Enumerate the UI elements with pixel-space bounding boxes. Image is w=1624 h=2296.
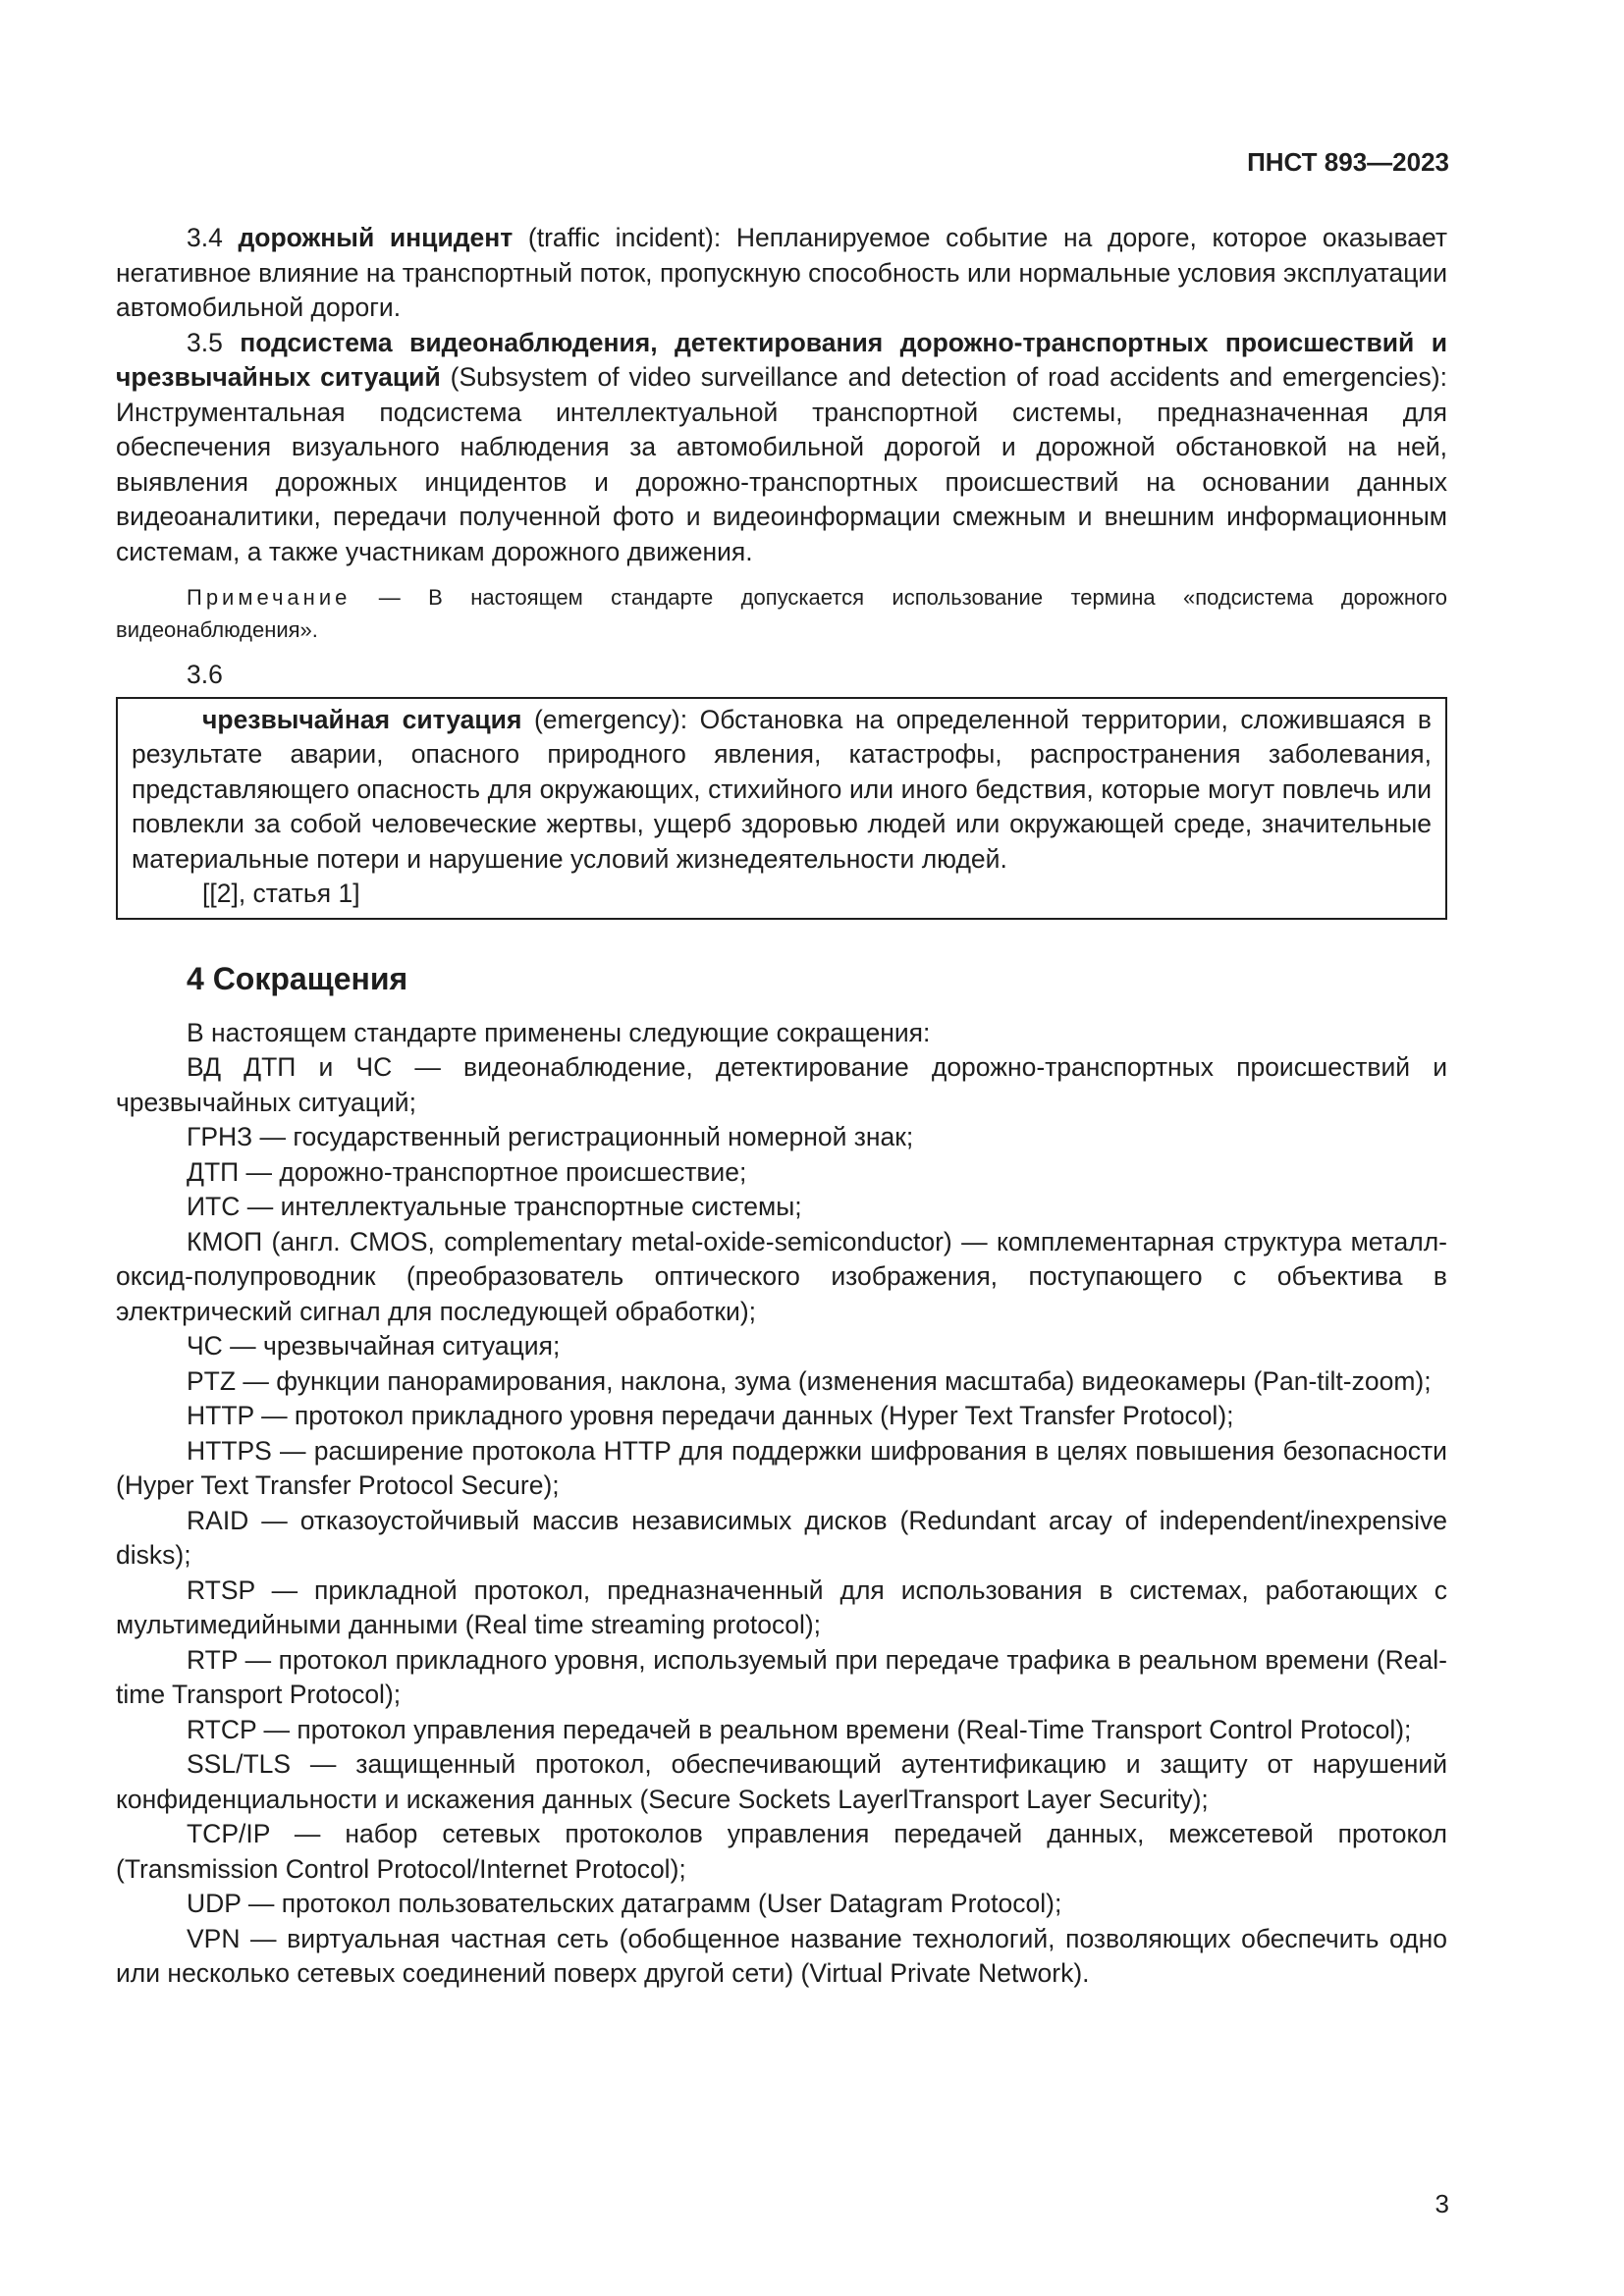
term-definition: (traffic incident): Непланируемое событие на дороге, которое оказывает негативное влияние на транспортный поток, пропускную способность или нормальные условия эксплуатации автомобильной дороги. <box>116 223 1447 322</box>
note-text: — В настоящем стандарте допускается использование термина «подсистема дорожного видеонаблюдения». <box>116 585 1447 642</box>
term-3-6-box <box>116 697 1447 920</box>
term-3-6 <box>132 703 1432 878</box>
term-number: 3.4 <box>187 223 223 252</box>
term-definition: (Subsystem of video surveillance and detection of road accidents and emergencies): Инструментальная подсистема интеллектуальной транспортной системы, предназначенная для обеспечения визуального наблюдения за автомобильной дорогой и дорожной обстановкой на ней, выявления дорожных инцидентов и дорожно-транспортных происшествий на основании данных видеоаналитики, передачи полученной фото и видеоинформации смежным и внешним информационным системам, а также участникам дорожного движения. <box>116 362 1447 566</box>
abbreviation-item: ИТС — интеллектуальные транспортные системы; <box>187 1192 802 1221</box>
section-intro: В настоящем стандарте применены следующие сокращения: <box>187 1017 931 1047</box>
term-3-4 <box>116 221 1447 326</box>
section-title: 4 Сокращения <box>187 960 408 996</box>
abbreviation-item: VPN — виртуальная частная сеть (обобщенное название технологий, позволяющих обеспечить одно или несколько сетевых соединений поверх другой сети) (Virtual Private Network). <box>116 1923 1447 1988</box>
term-3-6-number: 3.6 <box>187 660 223 689</box>
note-label: Примечание <box>187 585 352 610</box>
abbreviation-item: RAID — отказоустойчивый массив независимых дисков (Redundant arcay of independent/inexpensive disks); <box>116 1505 1447 1570</box>
document-header-id: ПНСТ 893—2023 <box>1247 147 1449 177</box>
abbreviation-item: КМОП (англ. CMOS, complementary metal-oxide-semiconductor) — комплементарная структура металл-оксид-полупроводник (преобразователь оптического изображения, поступающего с объектива в электрический сигнал для последующей обработки); <box>116 1226 1447 1326</box>
abbreviation-item: ГРНЗ — государственный регистрационный номерной знак; <box>187 1122 914 1151</box>
term-name: чрезвычайная ситуация <box>202 704 522 734</box>
abbreviation-item: ВД ДТП и ЧС — видеонаблюдение, детектирование дорожно-транспортных происшествий и чрезвычайных ситуаций; <box>116 1052 1447 1117</box>
page-number: 3 <box>1435 2189 1449 2218</box>
abbreviation-item: RTP — протокол прикладного уровня, используемый при передаче трафика в реальном времени (Real-time Transport Protocol); <box>116 1644 1447 1709</box>
abbreviation-item: RTCP — протокол управления передачей в реальном времени (Real-Time Transport Control Protocol); <box>187 1714 1412 1744</box>
term-definition: (emergency): Обстановка на определенной территории, сложившаяся в результате аварии, опасного природного явления, катастрофы, распространения заболевания, представляющего опасность для окружающих, стихийного или иного бедствия, которые могут повлечь или повлекли за собой человеческие жертвы, ущерб здоровью людей или окружающей среде, значительные материальные потери и нарушение условий жизнедеятельности людей. <box>132 704 1432 874</box>
abbreviation-item: RTSP — прикладной протокол, предназначенный для использования в системах, работающих с мультимедийными данными (Real time streaming protocol); <box>116 1575 1447 1639</box>
abbreviation-item: ДТП — дорожно-транспортное происшествие; <box>187 1156 747 1187</box>
term-source: [[2], статья 1] <box>202 879 360 908</box>
document-body <box>116 221 1447 1992</box>
abbreviation-item: PTZ — функции панорамирования, наклона, зума (изменения масштаба) видеокамеры (Pan-tilt-zoom); <box>187 1365 1432 1396</box>
term-name: подсистема видеонаблюдения, детектирования дорожно-транспортных происшествий и чрезвычайных ситуаций <box>116 327 1447 392</box>
abbreviation-item: UDP — протокол пользовательских датаграмм (User Datagram Protocol); <box>187 1889 1062 1918</box>
abbreviation-item: ЧС — чрезвычайная ситуация; <box>187 1331 561 1361</box>
abbreviation-item: HTTPS — расширение протокола HTTP для поддержки шифрования в целях повышения безопасности (Hyper Text Transfer Protocol Secure); <box>116 1435 1447 1500</box>
term-number: 3.5 <box>187 327 223 357</box>
term-3-5 <box>116 326 1447 570</box>
note <box>116 581 1447 646</box>
term-name: дорожный инцидент <box>238 223 514 252</box>
abbreviation-item: HTTP — протокол прикладного уровня передачи данных (Hyper Text Transfer Protocol); <box>187 1401 1234 1430</box>
abbreviation-item: TCP/IP — набор сетевых протоколов управления передачей данных, межсетевой протокол (Transmission Control Protocol/Internet Protocol); <box>116 1819 1447 1884</box>
abbreviation-item: SSL/TLS — защищенный протокол, обеспечивающий аутентификацию и защиту от нарушений конфиденциальности и искажения данных (Secure Sockets LayerlTransport Layer Security); <box>116 1749 1447 1814</box>
